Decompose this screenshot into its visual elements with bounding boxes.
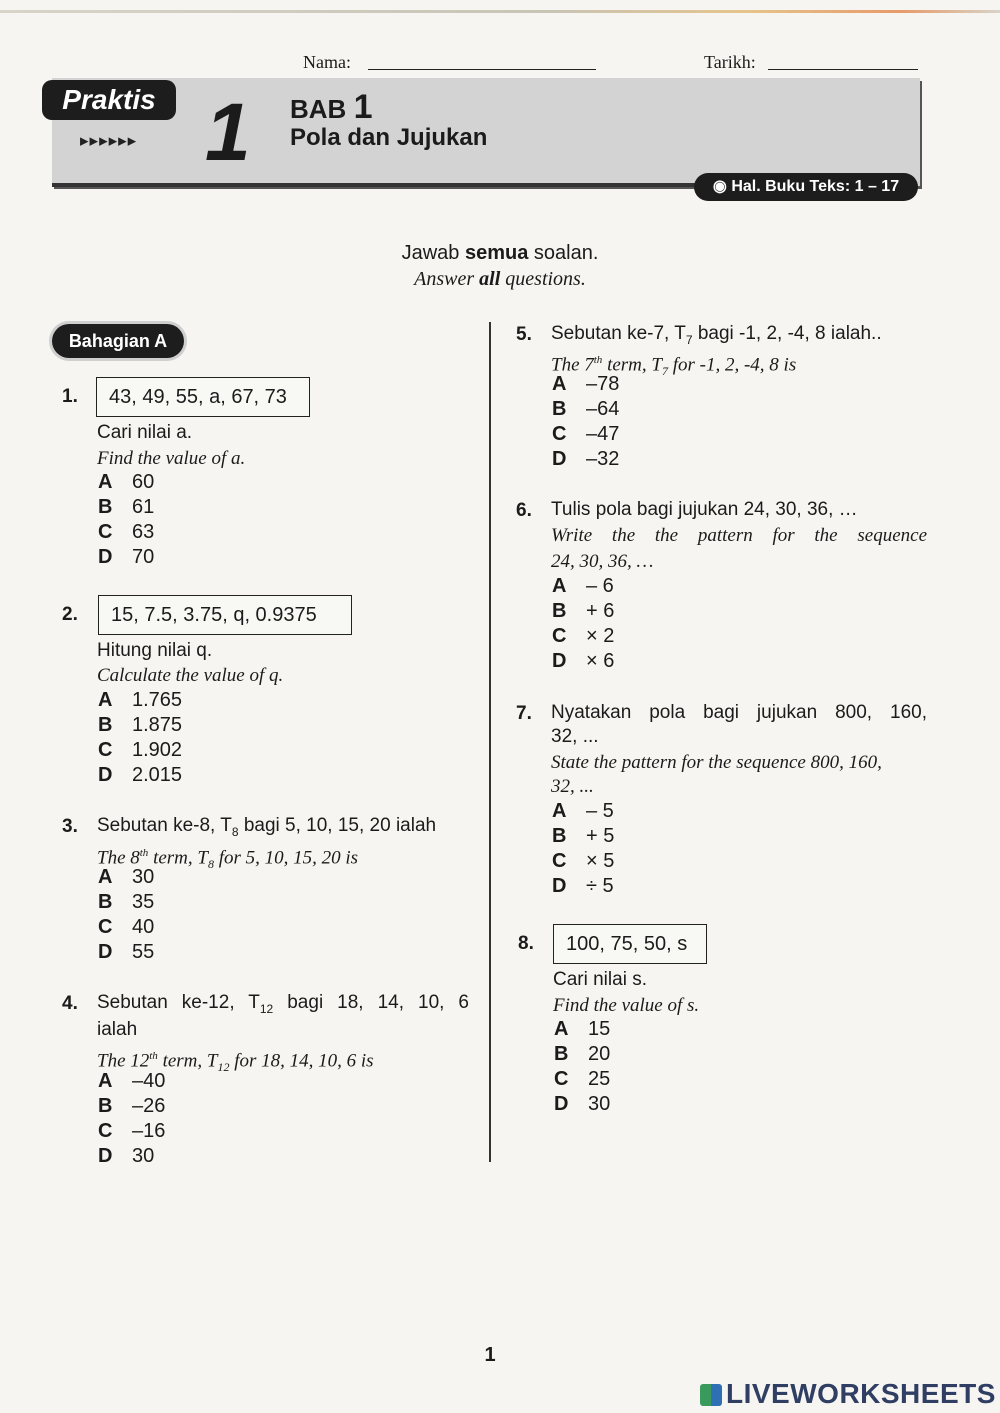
bab-text: BAB bbox=[290, 94, 347, 124]
option-letter: C bbox=[98, 739, 113, 761]
options-q8 bbox=[554, 1017, 610, 1117]
option-c[interactable] bbox=[98, 520, 154, 545]
option-d[interactable] bbox=[554, 1092, 610, 1117]
question-number: 8. bbox=[518, 933, 534, 954]
instr-en-post: questions. bbox=[500, 268, 586, 290]
option-letter: B bbox=[552, 600, 567, 622]
sequence-box: 43, 49, 55, a, 67, 73 bbox=[96, 377, 310, 417]
option-letter: C bbox=[552, 625, 567, 647]
option-value: 25 bbox=[588, 1068, 611, 1090]
option-d[interactable] bbox=[552, 649, 614, 674]
option-value: –64 bbox=[586, 398, 620, 420]
date-field[interactable] bbox=[768, 69, 918, 70]
option-b[interactable] bbox=[98, 890, 154, 915]
option-letter: D bbox=[552, 875, 567, 897]
option-letter: A bbox=[552, 575, 567, 597]
instruction-malay bbox=[0, 242, 1000, 265]
option-b[interactable] bbox=[98, 1094, 165, 1119]
praktis-badge: Praktis bbox=[42, 80, 176, 120]
q5-en-c: for -1, 2, -4, 8 is bbox=[667, 354, 797, 376]
option-c[interactable] bbox=[552, 422, 619, 447]
sequence-box: 100, 75, 50, s bbox=[553, 924, 707, 964]
instr-en-bold: all bbox=[479, 268, 501, 290]
instr-ms-bold: semua bbox=[464, 242, 529, 264]
section-badge: Bahagian A bbox=[52, 324, 184, 358]
options-q7 bbox=[552, 799, 614, 899]
brand-text: LIVEWORKSHEETS bbox=[726, 1378, 996, 1409]
option-letter: D bbox=[552, 650, 567, 672]
option-c[interactable] bbox=[552, 849, 614, 874]
question-text-ms: Hitung nilai q. bbox=[97, 640, 213, 661]
date-label: Tarikh: bbox=[704, 52, 756, 72]
q5-ms-sub: 7 bbox=[685, 332, 693, 347]
q4-ms-sub: 12 bbox=[259, 1001, 274, 1016]
q5-en-b: term, T bbox=[602, 354, 662, 376]
option-value: –16 bbox=[132, 1120, 166, 1142]
page-number: 1 bbox=[484, 1344, 496, 1366]
q3-en-sub: 8 bbox=[207, 857, 214, 872]
column-divider bbox=[489, 322, 491, 1162]
option-a[interactable] bbox=[552, 574, 614, 599]
option-letter: C bbox=[98, 521, 113, 543]
option-value: – 6 bbox=[586, 575, 614, 597]
option-value: 2.015 bbox=[132, 764, 183, 786]
liveworksheets-icon bbox=[700, 1384, 722, 1406]
option-b[interactable] bbox=[552, 824, 614, 849]
option-value: 1.875 bbox=[132, 714, 183, 736]
question-number: 5. bbox=[516, 324, 532, 345]
option-b[interactable] bbox=[98, 713, 182, 738]
instr-ms-pre: Jawab bbox=[401, 242, 465, 264]
option-value: –40 bbox=[132, 1070, 166, 1092]
option-letter: A bbox=[552, 373, 567, 395]
option-letter: C bbox=[98, 916, 113, 938]
bab-number: 1 bbox=[353, 88, 373, 126]
question-text-ms bbox=[97, 990, 469, 1022]
question-number: 6. bbox=[516, 500, 532, 521]
option-value: 70 bbox=[132, 546, 155, 568]
option-a[interactable] bbox=[552, 372, 619, 397]
question-number: 4. bbox=[62, 993, 78, 1014]
q3-en-b: term, T bbox=[148, 847, 208, 869]
question-text-ms-2: 32, ... bbox=[551, 726, 599, 747]
option-letter: D bbox=[98, 1145, 113, 1167]
option-letter: A bbox=[98, 866, 113, 888]
question-number: 2. bbox=[62, 604, 78, 625]
question-text-en-2: 24, 30, 36, … bbox=[551, 551, 654, 572]
option-d[interactable] bbox=[98, 940, 154, 965]
option-a[interactable] bbox=[554, 1017, 610, 1042]
option-b[interactable] bbox=[98, 495, 154, 520]
question-text-en: Find the value of a. bbox=[97, 448, 246, 469]
q5-en-a: The 7 bbox=[551, 354, 594, 376]
option-letter: B bbox=[554, 1043, 569, 1065]
option-b[interactable] bbox=[554, 1042, 610, 1067]
option-value: 55 bbox=[132, 941, 155, 963]
options-q4 bbox=[98, 1069, 165, 1169]
q3-ms-sub: 8 bbox=[231, 824, 239, 839]
option-letter: B bbox=[552, 825, 567, 847]
option-value: + 5 bbox=[586, 825, 615, 847]
option-d[interactable] bbox=[552, 447, 619, 472]
q3-en-sup: th bbox=[139, 847, 149, 859]
option-value: 30 bbox=[132, 1145, 155, 1167]
option-value: 1.902 bbox=[132, 739, 183, 761]
option-value: 60 bbox=[132, 471, 155, 493]
q5-ms-b: bagi -1, 2, -4, 8 ialah.. bbox=[692, 323, 882, 344]
option-c[interactable] bbox=[552, 624, 614, 649]
option-value: + 6 bbox=[586, 600, 615, 622]
textbook-reference: ◉ Hal. Buku Teks: 1 – 17 bbox=[694, 173, 918, 201]
option-letter: B bbox=[98, 891, 113, 913]
option-b[interactable] bbox=[552, 599, 614, 624]
option-value: 35 bbox=[132, 891, 155, 913]
option-a[interactable] bbox=[98, 470, 154, 495]
q3-en-a: The 8 bbox=[97, 847, 140, 869]
option-c[interactable] bbox=[98, 915, 154, 940]
question-text-ms: Tulis pola bagi jujukan 24, 30, 36, … bbox=[551, 499, 858, 520]
question-number: 1. bbox=[62, 386, 78, 407]
option-value: 30 bbox=[588, 1093, 611, 1115]
q4-ms-b: bagi 18, 14, 10, 6 bbox=[273, 992, 469, 1013]
chapter-title: Pola dan Jujukan bbox=[290, 124, 488, 151]
option-letter: B bbox=[98, 1095, 113, 1117]
name-field[interactable] bbox=[368, 69, 596, 70]
q3-en-c: for 5, 10, 15, 20 is bbox=[213, 847, 359, 869]
option-value: –26 bbox=[132, 1095, 166, 1117]
option-letter: B bbox=[98, 496, 113, 518]
option-a[interactable] bbox=[98, 1069, 165, 1094]
option-c[interactable] bbox=[98, 738, 182, 763]
option-c[interactable] bbox=[554, 1067, 610, 1092]
instr-ms-post: soalan. bbox=[528, 242, 599, 264]
options-q2 bbox=[98, 688, 182, 788]
q3-ms-b: bagi 5, 10, 15, 20 ialah bbox=[238, 815, 437, 836]
option-letter: D bbox=[554, 1093, 569, 1115]
question-text-ms: Nyatakan pola bagi jujukan 800, 160, bbox=[551, 702, 927, 723]
option-value: 1.765 bbox=[132, 689, 183, 711]
q4-en-sub: 12 bbox=[217, 1060, 230, 1075]
option-value: 20 bbox=[588, 1043, 611, 1065]
option-c[interactable] bbox=[98, 1119, 165, 1144]
options-q1 bbox=[98, 470, 154, 570]
arrows-decoration: ▸▸▸▸▸▸ bbox=[80, 131, 138, 150]
option-value: –78 bbox=[586, 373, 620, 395]
option-letter: A bbox=[552, 800, 567, 822]
question-text-en: Write the the pattern for the sequence bbox=[551, 525, 927, 546]
options-q3 bbox=[98, 865, 154, 965]
option-d[interactable] bbox=[98, 1144, 165, 1169]
q4-en-c: for 18, 14, 10, 6 is bbox=[229, 1050, 374, 1072]
instr-en-pre: Answer bbox=[414, 268, 480, 290]
option-letter: A bbox=[98, 471, 113, 493]
option-letter: A bbox=[554, 1018, 569, 1040]
q4-en-a: The 12 bbox=[97, 1050, 150, 1072]
option-letter: A bbox=[98, 689, 113, 711]
q5-en-sup: th bbox=[593, 354, 603, 366]
option-letter: D bbox=[552, 448, 567, 470]
top-edge-line bbox=[0, 10, 1000, 13]
option-letter: D bbox=[98, 941, 113, 963]
option-letter: C bbox=[554, 1068, 569, 1090]
question-text-en-2: 32, ... bbox=[551, 776, 594, 797]
question-text-en: State the pattern for the sequence 800, 160, bbox=[551, 752, 882, 773]
option-value: – 5 bbox=[586, 800, 614, 822]
instruction-english bbox=[0, 268, 1000, 291]
option-letter: C bbox=[552, 850, 567, 872]
q5-ms-a: Sebutan ke-7, T bbox=[551, 323, 686, 344]
q4-en-sup: th bbox=[149, 1050, 158, 1062]
chapter-number: 1 bbox=[205, 87, 251, 178]
options-q5 bbox=[552, 372, 619, 472]
option-value: × 5 bbox=[586, 850, 615, 872]
question-text-en: Find the value of s. bbox=[553, 995, 700, 1016]
option-letter: B bbox=[98, 714, 113, 736]
option-value: 30 bbox=[132, 866, 155, 888]
option-value: 15 bbox=[588, 1018, 611, 1040]
option-value: × 6 bbox=[586, 650, 615, 672]
option-d[interactable] bbox=[98, 763, 182, 788]
option-letter: D bbox=[98, 546, 113, 568]
liveworksheets-logo bbox=[700, 1378, 996, 1410]
question-number: 7. bbox=[516, 703, 532, 724]
question-number: 3. bbox=[62, 816, 78, 837]
q4-ms-a: Sebutan ke-12, T bbox=[97, 992, 260, 1013]
q5-en-sub: 7 bbox=[661, 364, 668, 379]
option-letter: B bbox=[552, 398, 567, 420]
bab-label bbox=[290, 88, 373, 127]
option-letter: D bbox=[98, 764, 113, 786]
option-value: × 2 bbox=[586, 625, 615, 647]
option-d[interactable] bbox=[98, 545, 154, 570]
q3-ms-a: Sebutan ke-8, T bbox=[97, 815, 232, 836]
option-letter: A bbox=[98, 1070, 113, 1092]
option-letter: C bbox=[552, 423, 567, 445]
option-letter: C bbox=[98, 1120, 113, 1142]
name-label: Nama: bbox=[303, 52, 351, 72]
option-value: 40 bbox=[132, 916, 155, 938]
option-value: –32 bbox=[586, 448, 620, 470]
q4-en-b: term, T bbox=[157, 1050, 218, 1072]
option-b[interactable] bbox=[552, 397, 619, 422]
option-d[interactable] bbox=[552, 874, 614, 899]
question-text-en: Calculate the value of q. bbox=[97, 665, 284, 686]
question-text-ms: Cari nilai s. bbox=[553, 969, 647, 990]
option-a[interactable] bbox=[98, 688, 182, 713]
option-value: 63 bbox=[132, 521, 155, 543]
option-value: 61 bbox=[132, 496, 155, 518]
option-a[interactable] bbox=[552, 799, 614, 824]
option-value: –47 bbox=[586, 423, 620, 445]
sequence-box: 15, 7.5, 3.75, q, 0.9375 bbox=[98, 595, 352, 635]
option-value: ÷ 5 bbox=[586, 875, 614, 897]
option-a[interactable] bbox=[98, 865, 154, 890]
options-q6 bbox=[552, 574, 614, 674]
question-text-ms: Cari nilai a. bbox=[97, 422, 193, 443]
question-text-ms-2: ialah bbox=[97, 1019, 138, 1040]
